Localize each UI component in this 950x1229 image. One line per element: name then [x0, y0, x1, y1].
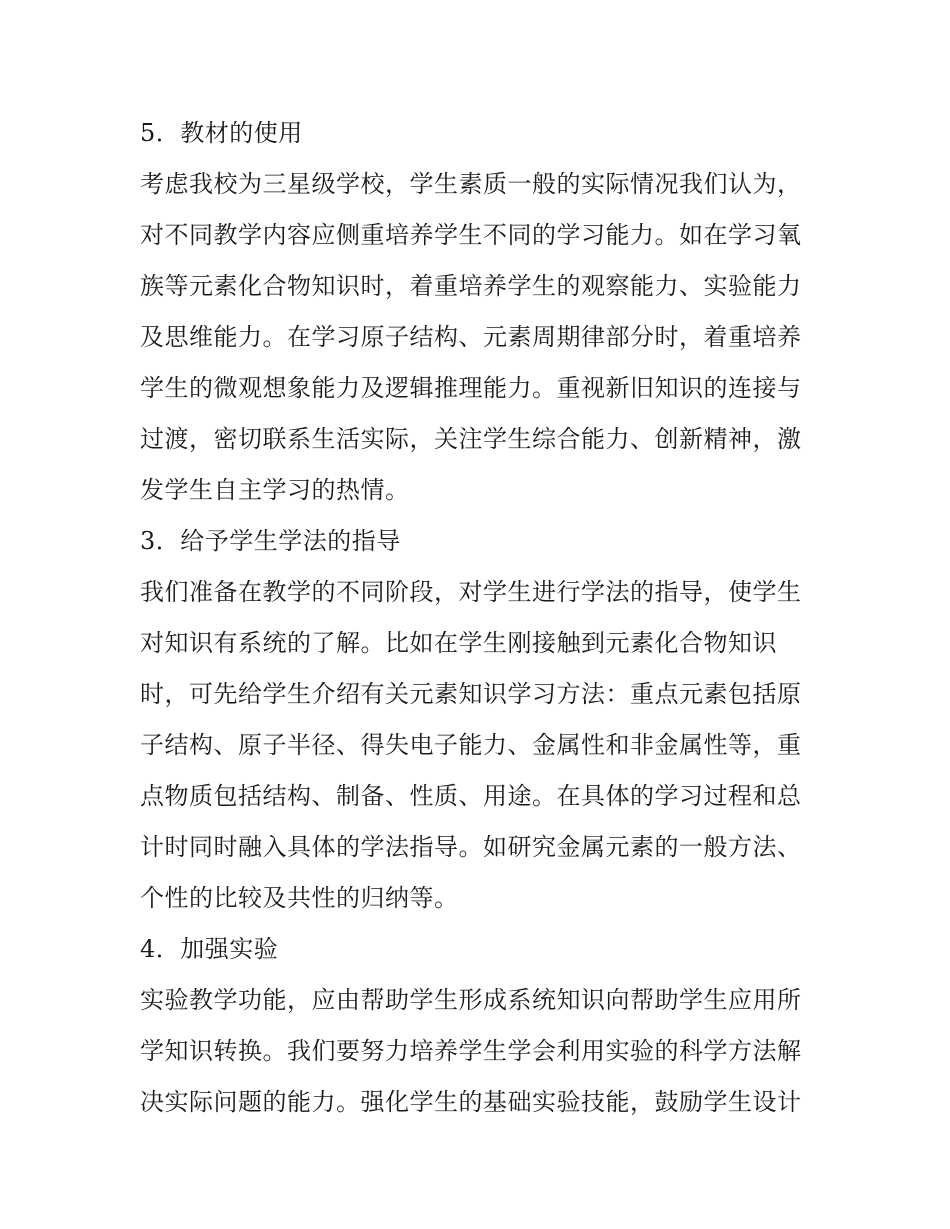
paragraph-line: 时，可先给学生介绍有关元素知识学习方法：重点元素包括原 — [140, 680, 802, 708]
paragraph-line: 过渡，密切联系生活实际，关注学生综合能力、创新精神，激 — [140, 425, 802, 453]
section-strengthen-experiments — [140, 924, 820, 1128]
section-heading: 3．给予学生学法的指导 — [140, 527, 401, 555]
paragraph-line: 实验教学功能，应由帮助学生形成系统知识向帮助学生应用所 — [140, 986, 802, 1014]
paragraph-line: 个性的比较及共性的归纳等。 — [140, 884, 459, 912]
paragraph-line: 子结构、原子半径、得失电子能力、金属性和非金属性等，重 — [140, 731, 802, 759]
paragraph-line: 我们准备在教学的不同阶段，对学生进行学法的指导，使学生 — [140, 578, 802, 606]
section-study-method-guidance — [140, 516, 820, 924]
paragraph-line: 对知识有系统的了解。比如在学生刚接触到元素化合物知识 — [140, 629, 777, 657]
section-textbook-use — [140, 108, 820, 516]
paragraph-line: 学生的微观想象能力及逻辑推理能力。重视新旧知识的连接与 — [140, 374, 802, 402]
paragraph-line: 点物质包括结构、制备、性质、用途。在具体的学习过程和总 — [140, 782, 802, 810]
paragraph-line: 及思维能力。在学习原子结构、元素周期律部分时，着重培养 — [140, 323, 802, 351]
paragraph-line: 决实际问题的能力。强化学生的基础实验技能，鼓励学生设计 — [140, 1088, 802, 1116]
section-heading: 5．教材的使用 — [140, 119, 303, 147]
paragraph-line: 学知识转换。我们要努力培养学生学会利用实验的科学方法解 — [140, 1037, 802, 1065]
paragraph-line: 发学生自主学习的热情。 — [140, 476, 410, 504]
document-page — [140, 108, 820, 1128]
paragraph-line: 考虑我校为三星级学校，学生素质一般的实际情况我们认为， — [140, 170, 802, 198]
paragraph-line: 对不同教学内容应侧重培养学生不同的学习能力。如在学习氧 — [140, 221, 802, 249]
section-heading: 4．加强实验 — [140, 935, 279, 963]
paragraph-line: 计时同时融入具体的学法指导。如研究金属元素的一般方法、 — [140, 833, 802, 861]
paragraph-line: 族等元素化合物知识时，着重培养学生的观察能力、实验能力 — [140, 272, 802, 300]
